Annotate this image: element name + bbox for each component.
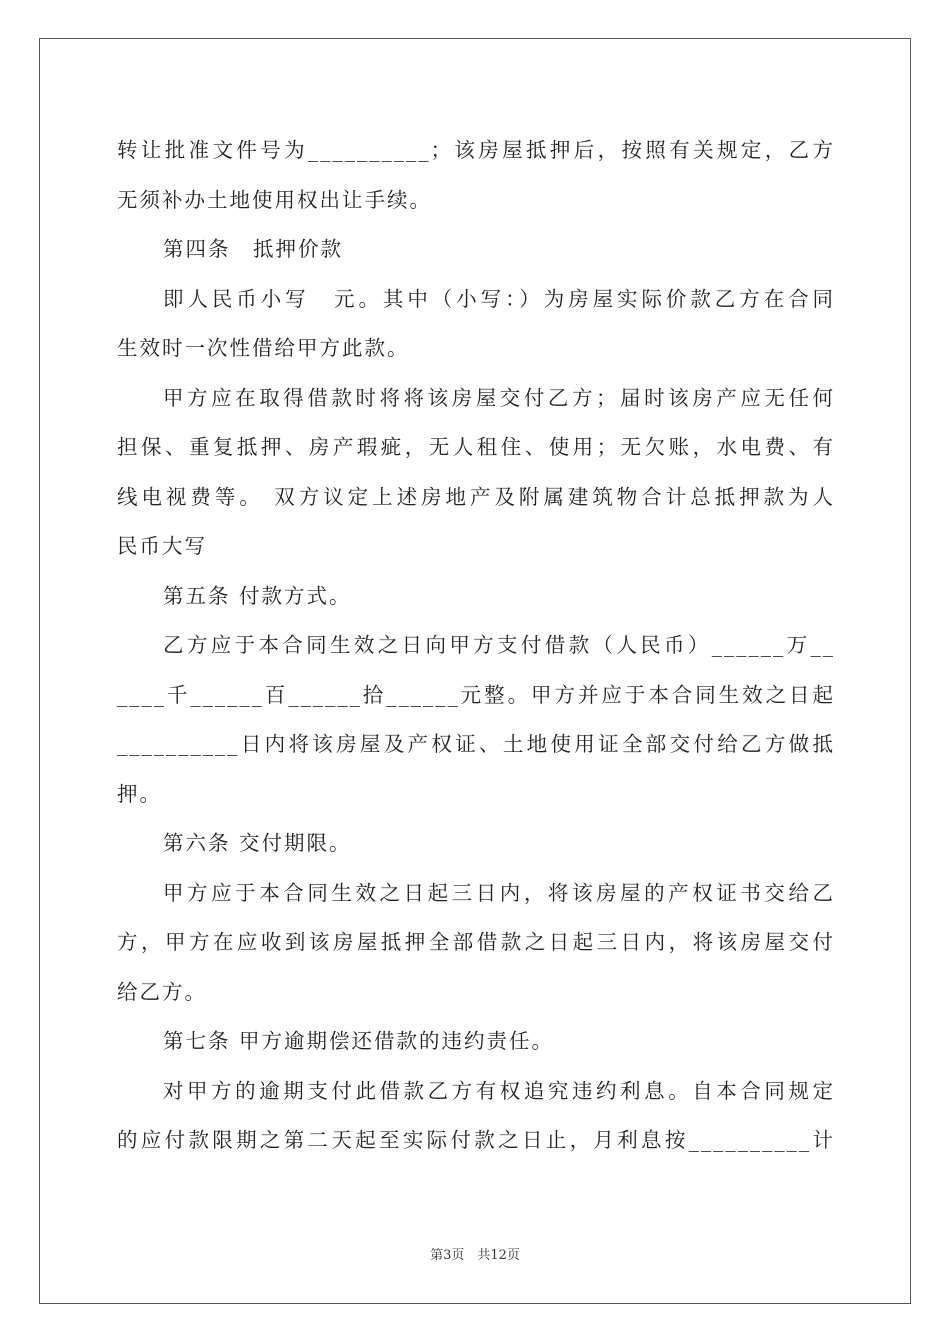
text-line: 给乙方。 <box>117 979 207 1004</box>
text-line: 的应付款限期之第二天起至实际付款之日止，月利息按__________计 <box>117 1128 835 1152</box>
section-heading: 第七条 甲方逾期偿还借款的违约责任。 <box>163 1029 555 1053</box>
text-line: 甲方应于本合同生效之日起三日内，将该房屋的产权证书交给乙 <box>163 880 835 905</box>
text-line: 方，甲方在应收到该房屋抵押全部借款之日起三日内，将该房屋交付 <box>117 930 835 954</box>
section-heading: 第四条 抵押价款 <box>163 237 343 261</box>
text-line: 生效时一次性借给甲方此款。 <box>117 336 410 360</box>
text-line: 民币大写 <box>117 534 207 558</box>
text-line: __________日内将该房屋及产权证、土地使用证全部交付给乙方做抵 <box>117 732 835 756</box>
text-line: 即人民币小写 元。其中（小写：）为房屋实际价款乙方在合同 <box>163 286 835 311</box>
section-heading: 第六条 交付期限。 <box>163 831 352 855</box>
text-line: 押。 <box>117 781 162 806</box>
text-line: 无须补办土地使用权出让手续。 <box>117 187 432 212</box>
text-line: 转让批准文件号为__________；该房屋抵押后，按照有关规定，乙方 <box>117 138 835 162</box>
text-line: 乙方应于本合同生效之日向甲方支付借款（人民币）______万__ <box>163 633 835 657</box>
text-line: 担保、重复抵押、房产瑕疵，无人租住、使用；无欠账，水电费、有 <box>117 435 835 459</box>
text-line: ____千______百______拾______元整。甲方并应于本合同生效之日起 <box>117 682 835 707</box>
page-number-footer: 第3页 共12页 <box>430 1248 520 1263</box>
text-line: 线电视费等。 双方议定上述房地产及附属建筑物合计总抵押款为人 <box>117 484 835 509</box>
text-line: 甲方应在取得借款时将将该房屋交付乙方；届时该房产应无任何 <box>163 385 835 410</box>
section-heading: 第五条 付款方式。 <box>163 583 352 608</box>
text-line: 对甲方的逾期支付此借款乙方有权追究违约利息。自本合同规定 <box>163 1078 835 1103</box>
document-body <box>117 126 835 1166</box>
